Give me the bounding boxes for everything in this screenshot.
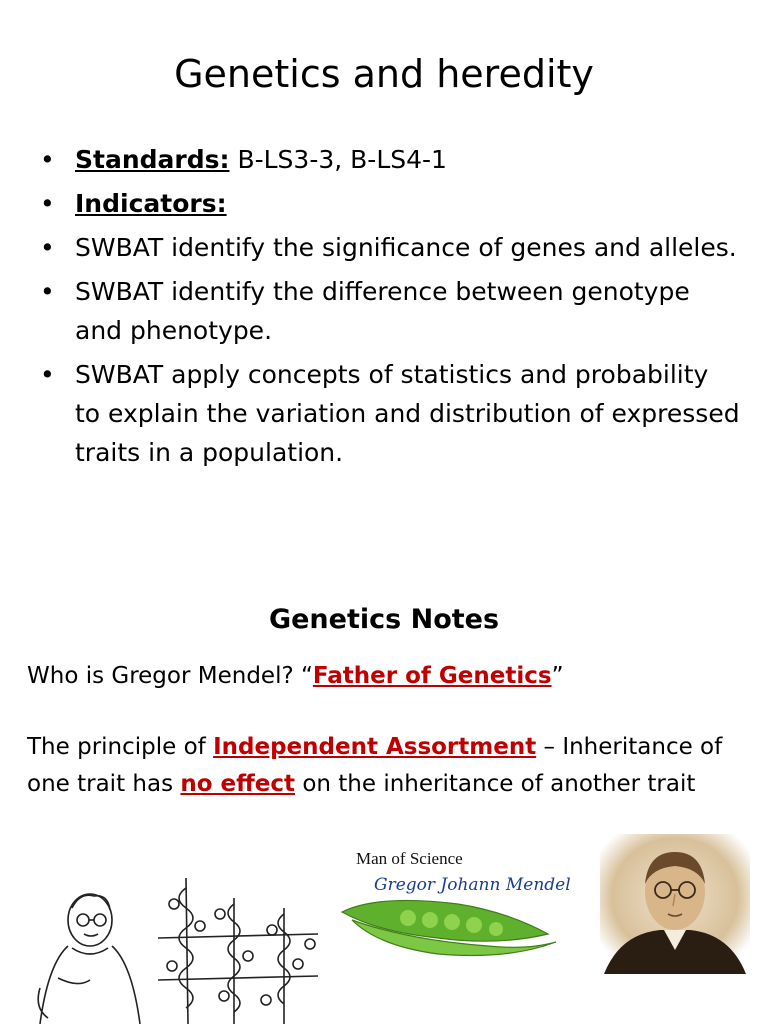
standards-item: [40, 140, 740, 179]
mendel-question-text: Who is Gregor Mendel? “: [27, 663, 313, 689]
mendel-question: [27, 658, 757, 695]
mendel-quote-close: ”: [551, 663, 564, 689]
mendel-answer: Father of Genetics: [312, 663, 552, 689]
notes-heading: Genetics Notes: [268, 604, 500, 635]
objective-item: • SWBAT identify the significance of genes and alleles.: [40, 228, 740, 267]
objective-item: • SWBAT apply concepts of statistics and probability to explain the variation and distribution of expressed traits in a population.: [40, 355, 740, 472]
indicators-item: [40, 184, 740, 223]
objective-item: • SWBAT identify the difference between genotype and phenotype.: [40, 272, 740, 350]
mendel-banner-image: [338, 842, 618, 962]
standards-value: B-LS3-3, B-LS4-1: [229, 145, 447, 174]
banner-signature: Gregor Johann Mendel: [374, 875, 571, 895]
mendel-cartoon-illustration: [28, 868, 333, 1024]
objectives-list: [40, 140, 740, 477]
principle-statement: [27, 729, 757, 803]
principle-suffix: on the inheritance of another trait: [295, 771, 696, 797]
indicators-label: Indicators:: [75, 189, 227, 218]
principle-emphasis: no effect: [180, 771, 296, 797]
standards-label: Standards:: [75, 145, 230, 174]
principle-mid: – Inheritance of one trait has: [27, 734, 723, 797]
principle-term: Independent Assortment: [213, 734, 537, 760]
principle-prefix: The principle of: [27, 734, 214, 760]
mendel-portrait-photo: [600, 834, 750, 974]
banner-caption: Man of Science: [356, 849, 463, 868]
pea-pod-photo: [342, 900, 556, 955]
page-title: Genetics and heredity: [174, 52, 594, 96]
